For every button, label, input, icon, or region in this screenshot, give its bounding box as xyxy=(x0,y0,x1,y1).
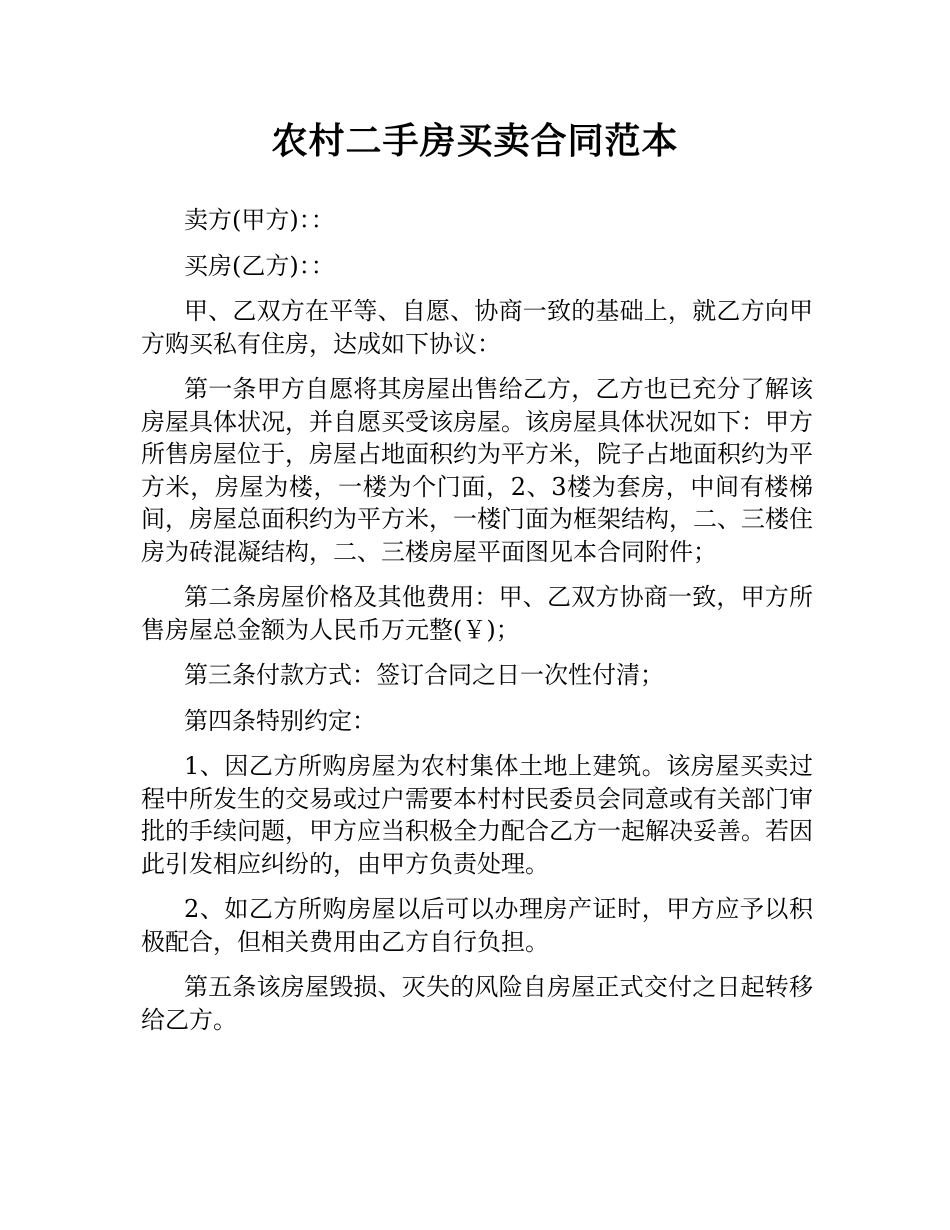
document-title: 农村二手房买卖合同范本 xyxy=(271,121,679,162)
article-2-paragraph: 第二条房屋价格及其他费用：甲、乙双方协商一致，甲方所售房屋总金额为人民币万元整(￥)； xyxy=(141,583,813,644)
article-1-paragraph: 第一条甲方自愿将其房屋出售给乙方，乙方也已充分了解该房屋具体状况，并自愿买受该房屋。该房屋具体状况如下：甲方所售房屋位于，房屋占地面积约为平方米，院子占地面积约为平方米，房屋为楼，一楼为个门面，2、3楼为套房，中间有楼梯间，房屋总面积约为平方米，一楼门面为框架结构，二、三楼住房为砖混凝结构，二、三楼房屋平面图见本合同附件； xyxy=(141,375,813,566)
article-5-paragraph: 第五条该房屋毁损、灭失的风险自房屋正式交付之日起转移给乙方。 xyxy=(141,973,813,1034)
buyer-line: 买房(乙方)：： xyxy=(184,251,335,280)
seller-line: 卖方(甲方)：： xyxy=(184,206,335,234)
article-4-heading: 第四条特别约定： xyxy=(184,706,376,735)
document-body xyxy=(141,204,813,1049)
article-4-item-1: 1、因乙方所购房屋为农村集体土地上建筑。该房屋买卖过程中所发生的交易或过户需要本村村民委员会同意或有关部门审批的手续问题，甲方应当积极全力配合乙方一起解决妥善。若因此引发相应纠纷的，由甲方负责处理。 xyxy=(141,752,813,878)
preamble-paragraph: 甲、乙双方在平等、自愿、协商一致的基础上，就乙方向甲方购买私有住房，达成如下协议： xyxy=(141,297,813,358)
article-4-item-2: 2、如乙方所购房屋以后可以办理房产证时，甲方应予以积极配合，但相关费用由乙方自行负担。 xyxy=(141,895,813,956)
article-3-paragraph: 第三条付款方式：签订合同之日一次性付清； xyxy=(184,661,664,689)
